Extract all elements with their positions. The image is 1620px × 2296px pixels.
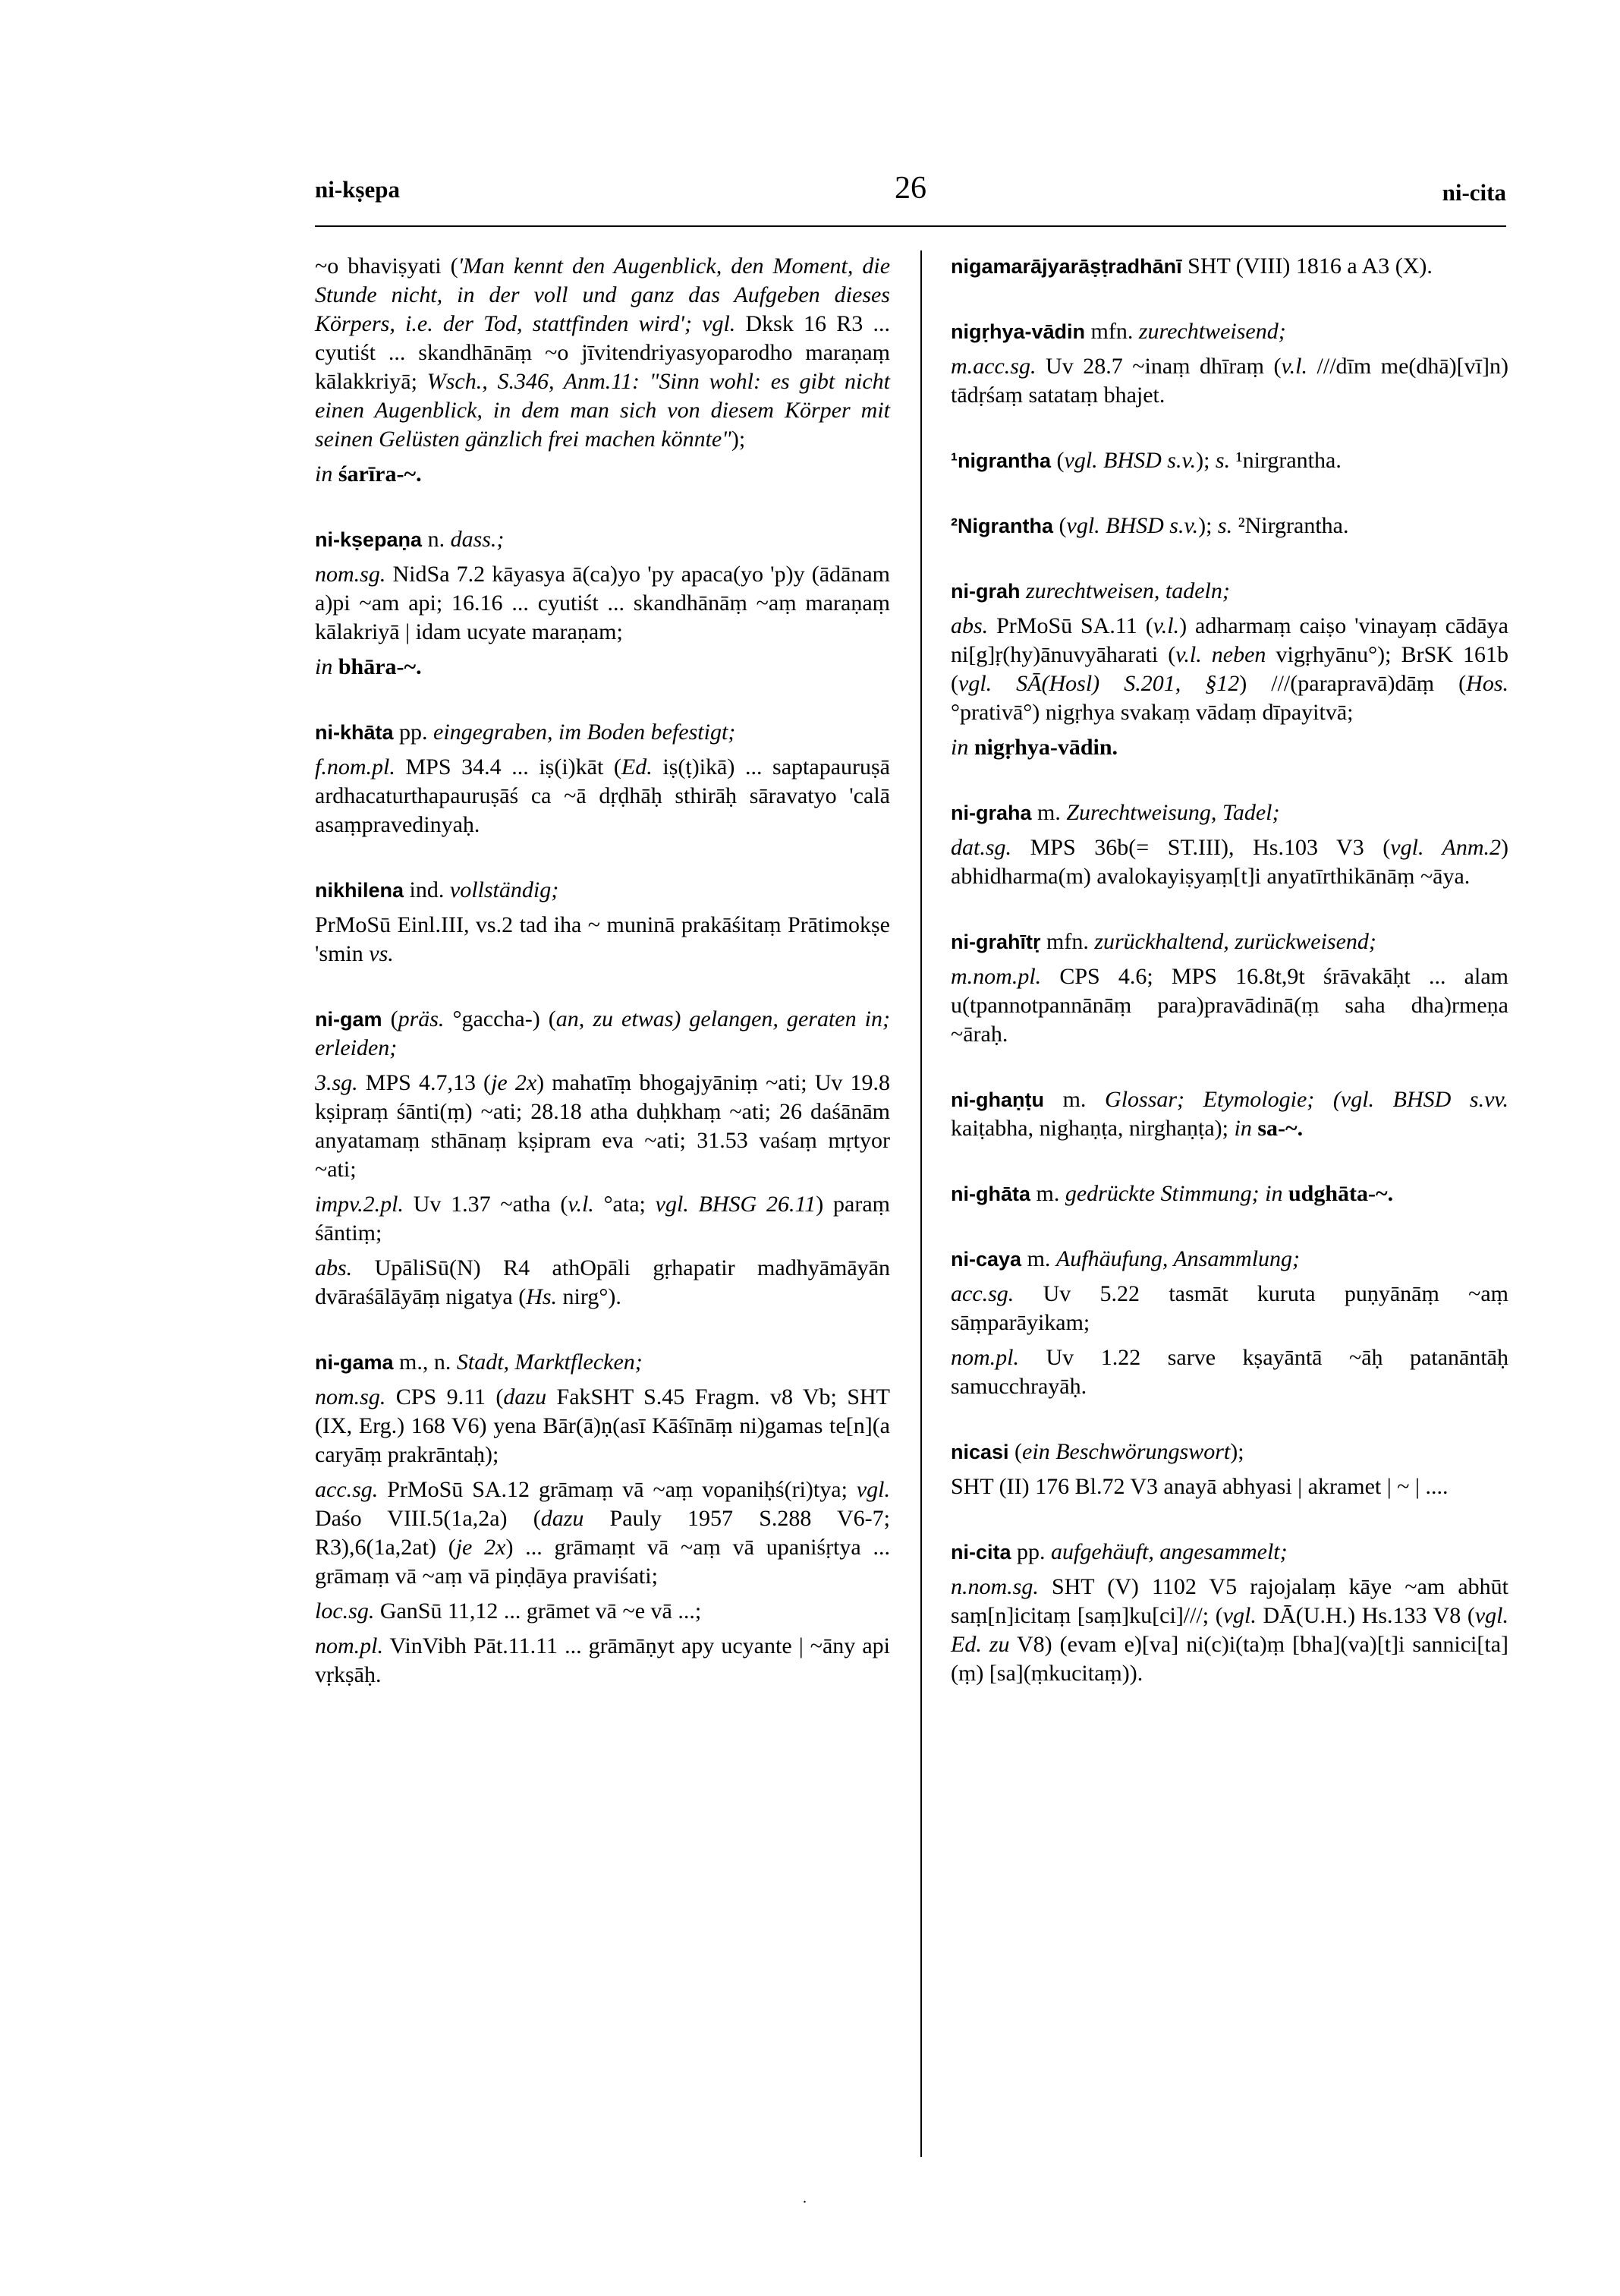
entry-citation: n.nom.sg. SHT (V) 1102 V5 rajojalaṃ kāye ~am abhūt saṃ[n]icitaṃ [saṃ]ku[ci]///; (vgl. DĀ(U.H.) Hs.133 V8 (vgl. Ed. zu V8) (evam e)[va] ni(c)i(ta)ṃ [bha](va)[t]i sannici[ta](ṃ) [sa](ṃkucitaṃ)). <box>951 1574 1509 1686</box>
entry-headline: ²Nigrantha (vgl. BHSD s.v.); s. ²Nirgrantha. <box>951 513 1349 538</box>
entry-citation: nom.sg. NidSa 7.2 kāyasya ā(ca)yo 'py apaca(yo 'p)y (ādānam a)pi ~am api; 16.16 ... cyutiśt ... skandhānāṃ ~aṃ maraṇaṃ kālakriyā | idam ucyate maraṇam; <box>315 562 890 644</box>
entry-headline: ni-caya m. Aufhäufung, Ansammlung; <box>951 1246 1301 1271</box>
entry-nikhilena <box>315 876 890 968</box>
headword: nigṛhya-vādin <box>951 320 1086 343</box>
entry-citation: acc.sg. Uv 5.22 tasmāt kuruta puṇyānāṃ ~aṃ sāṃparāyikam; <box>951 1281 1508 1335</box>
entry-headline: nigṛhya-vādin mfn. zurechtweisend; <box>951 319 1286 344</box>
header-left-keyword: ni-kṣepa <box>315 176 400 203</box>
headword: ni-cita <box>951 1541 1011 1564</box>
entry-headline: ¹nigrantha (vgl. BHSD s.v.); s. ¹nirgrantha. <box>951 448 1342 473</box>
headword: ni-caya <box>951 1248 1022 1271</box>
entry-reference: in śarīra-~. <box>315 461 422 487</box>
header-rule <box>315 225 1506 227</box>
entry-nicasi <box>951 1438 1508 1501</box>
headword: ¹nigrantha <box>951 449 1051 472</box>
entry-nigraha <box>951 798 1508 891</box>
entry-citation: m.acc.sg. Uv 28.7 ~inaṃ dhīraṃ (v.l. ///dīm me(dhā)[vī]n) tādṛśaṃ satataṃ bhajet. <box>951 354 1508 408</box>
entry-headline: ni-khāta pp. eingegraben, im Boden befestigt; <box>315 720 736 745</box>
headword: nigamarājyarāṣṭradhānī <box>951 255 1182 278</box>
entry-nicita <box>951 1538 1508 1688</box>
entry-headline: ni-graha m. Zurechtweisung, Tadel; <box>951 800 1280 825</box>
entry-headline: ni-grah zurechtweisen, tadeln; <box>951 578 1230 603</box>
header-right-keyword: ni-cita <box>1442 179 1506 206</box>
left-column <box>315 252 890 1726</box>
entry-citation: loc.sg. GanSū 11,12 ... grāmet vā ~e vā ...; <box>315 1598 702 1624</box>
entry-headline: ni-ghāta m. gedrückte Stimmung; in udghāta-~. <box>951 1181 1394 1206</box>
headword: ni-gam <box>315 1008 382 1031</box>
entry-citation: PrMoSū Einl.III, vs.2 tad iha ~ muninā prakāśitaṃ Prātimokṣe 'smin vs. <box>315 912 890 966</box>
entry-headline: ni-ghaṇṭu m. Glossar; Etymologie; (vgl. BHSD s.vv. kaiṭabha, nighaṇṭa, nirghaṇṭa); in sa-~. <box>951 1087 1508 1141</box>
entry-citation: dat.sg. MPS 36b(= ST.III), Hs.103 V3 (vgl. Anm.2) abhidharma(m) avalokayiṣyaṃ[t]i anyatīrthikānāṃ ~āya. <box>951 835 1508 889</box>
entry-reference: in nigṛhya-vādin. <box>951 735 1118 760</box>
entry-nigrah <box>951 577 1508 762</box>
headword: ²Nigrantha <box>951 515 1053 537</box>
headword: ni-graha <box>951 802 1032 824</box>
entry-headline: ni-grahītṛ mfn. zurückhaltend, zurückweisend; <box>951 929 1376 954</box>
entry-headline: ni-cita pp. aufgehäuft, angesammelt; <box>951 1539 1288 1564</box>
entry-citation: nom.sg. CPS 9.11 (dazu FakSHT S.45 Fragm. v8 Vb; SHT (IX, Erg.) 168 V6) yena Bār(ā)ṇ(asī Kāśīnāṃ ni)gamas te[n](a caryāṃ prakrāntaḥ); <box>315 1384 890 1467</box>
entry-nikshepana <box>315 525 890 682</box>
headword: ni-kṣepaṇa <box>315 528 423 551</box>
footer-mark: . <box>803 2190 807 2206</box>
entry-nighata <box>951 1179 1508 1208</box>
entry-headline: ni-gam (präs. °gaccha-) (an, zu etwas) gelangen, geraten in; erleiden; <box>315 1006 890 1060</box>
entry-headline: nigamarājyarāṣṭradhānī SHT (VIII) 1816 a A3 (X). <box>951 254 1433 279</box>
entry-nigrhya-vadin <box>951 317 1508 410</box>
entry-headline: nicasi (ein Beschwörungswort); <box>951 1439 1244 1464</box>
entry-nigrahitr <box>951 928 1508 1049</box>
entry-citation: 3.sg. MPS 4.7,13 (je 2x) mahatīṃ bhogajyāniṃ ~ati; Uv 19.8 kṣipraṃ śānti(ṃ) ~ati; 28.18 atha duḥkhaṃ ~ati; 26 daśānām anyatamaṃ sthānaṃ kṣipram eva ~ati; 31.53 vaśaṃ mṛtyor ~ati; <box>315 1070 890 1182</box>
entry-text: ~o bhaviṣyati ('Man kennt den Augenblick, den Moment, die Stunde nicht, in der voll und ganz das Aufgeben dieses Körpers, i.e. der Tod, stattfinden wird'; vgl. Dksk 16 R3 ... cyutiśt ... skandhānāṃ ~o jīvitendriyasyoparodho maraṇaṃ kālakkriyā; Wsch., S.346, Anm.11: "Sinn wohl: es gibt nicht einen Augenblick, in dem man sich von diesem Körper mit seinen Gelüsten gänzlich frei machen könnte"); <box>315 254 891 452</box>
entry-citation: acc.sg. PrMoSū SA.12 grāmaṃ vā ~aṃ vopaniḥś(ri)tya; vgl. Daśo VIII.5(1a,2a) (dazu Pauly 1957 S.288 V6-7; R3),6(1a,2at) (je 2x) ... grāmaṃt vā ~aṃ vā upaniśṛtya ... grāmaṃ vā ~aṃ vā piṇḍāya praviśati; <box>315 1477 891 1589</box>
entry-headline: nikhilena ind. vollständig; <box>315 877 559 902</box>
entry-citation: m.nom.pl. CPS 4.6; MPS 16.8t,9t śrāvakāḥt ... alam u(tpannotpannānāṃ para)pravādinā(ṃ saha dha)rmeṇa ~āraḥ. <box>951 964 1508 1047</box>
headword: ni-gama <box>315 1351 394 1374</box>
headword: nikhilena <box>315 879 404 902</box>
column-divider <box>920 250 922 2157</box>
entry-headline: ni-gama m., n. Stadt, Marktflecken; <box>315 1350 643 1375</box>
right-column <box>951 252 1508 1724</box>
entry-nigrantha-1 <box>951 446 1508 475</box>
entry-nigrantha-2 <box>951 512 1508 540</box>
entry-headline: ni-kṣepaṇa n. dass.; <box>315 527 505 552</box>
entry-reference: in bhāra-~. <box>315 654 422 679</box>
entry-nighantu <box>951 1085 1508 1143</box>
headword: ni-grahītṛ <box>951 931 1041 953</box>
entry-citation: f.nom.pl. MPS 34.4 ... iṣ(i)kāt (Ed. iṣ(ṭ)ikā) ... saptapauruṣā ardhacaturthapauruṣāś ca ~ā dṛḍhāḥ sthirāḥ sāravatyo 'calā asaṃpravedinyaḥ. <box>315 754 890 837</box>
headword: ni-khāta <box>315 721 394 744</box>
entry-nicaya <box>951 1245 1508 1401</box>
entry-nigam <box>315 1005 890 1312</box>
entry-nigamarajya <box>951 252 1508 281</box>
page-number: 26 <box>895 171 926 206</box>
entry-nikhata <box>315 718 890 839</box>
entry-citation: SHT (II) 176 Bl.72 V3 anayā abhyasi | akramet | ~ | .... <box>951 1474 1449 1499</box>
entry-citation: impv.2.pl. Uv 1.37 ~atha (v.l. °ata; vgl. BHSG 26.11) paraṃ śāntiṃ; <box>315 1192 890 1246</box>
headword: ni-ghāta <box>951 1183 1030 1205</box>
entry-nikshepa-continuation <box>315 252 890 489</box>
headword: ni-ghaṇṭu <box>951 1088 1044 1111</box>
entry-citation: abs. UpāliSū(N) R4 athOpāli gṛhapatir madhyāmāyān dvāraśālāyāṃ nigatya (Hs. nirg°). <box>315 1255 890 1309</box>
entry-citation: abs. PrMoSū SA.11 (v.l.) adharmaṃ caiṣo 'vinayaṃ cādāya ni[g]ṛ(hy)ānuvyāharati (v.l. neben vigṛhyānu°); BrSK 161b (vgl. SĀ(Hosl) S.201, §12) ///(parapravā)dāṃ (Hos. °prativā°) nigṛhya svakaṃ vādaṃ dīpayitvā; <box>951 613 1509 725</box>
entry-citation: nom.pl. Uv 1.22 sarve kṣayāntā ~āḥ patanāntāḥ samucchrayāḥ. <box>951 1345 1508 1399</box>
headword: nicasi <box>951 1441 1009 1463</box>
entry-nigama <box>315 1348 890 1690</box>
page-header <box>315 171 1506 229</box>
entry-citation: nom.pl. VinVibh Pāt.11.11 ... grāmāṇyt apy ucyante | ~āny api vṛkṣāḥ. <box>315 1633 890 1687</box>
headword: ni-grah <box>951 580 1021 603</box>
